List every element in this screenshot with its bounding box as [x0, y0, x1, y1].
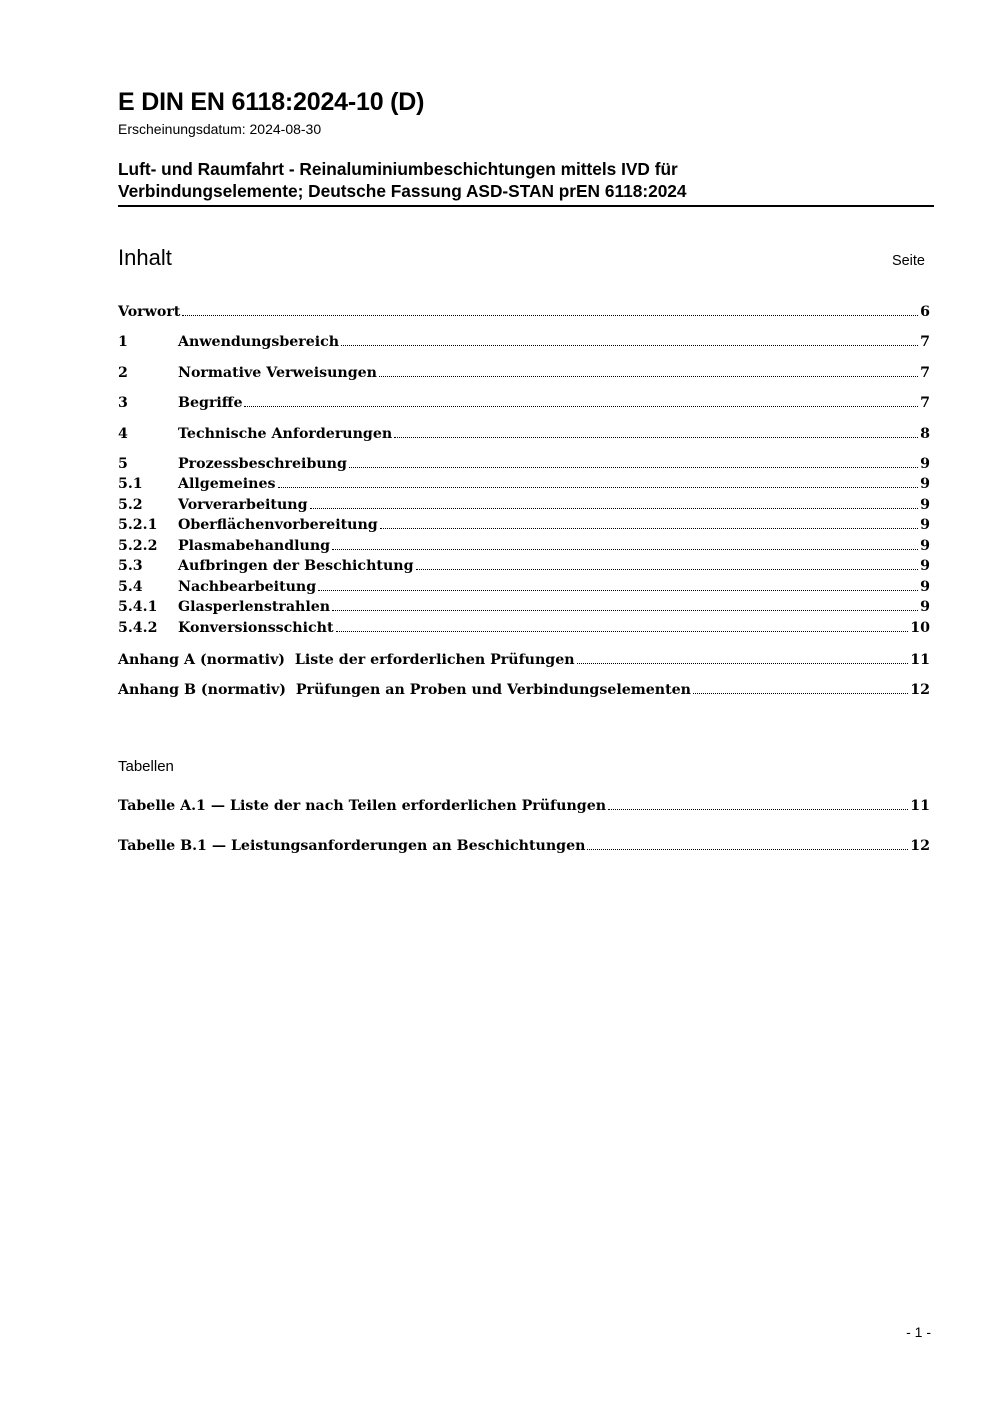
toc-leader-dots [577, 663, 909, 664]
toc-entry-label: Plasmabehandlung [178, 537, 331, 554]
toc-entry-page: 6 [920, 303, 930, 320]
document-title-line-2: Verbindungselemente; Deutsche Fassung ASD-STAN prEN 6118:2024 [118, 181, 687, 201]
toc-entry-number: 5.2.2 [118, 537, 158, 554]
toc-entry-label: Konversionsschicht [178, 619, 334, 636]
toc-leader-dots [341, 345, 918, 346]
toc-entry-page: 7 [920, 394, 930, 411]
toc-leader-dots [416, 569, 919, 570]
toc-entry-annex-b[interactable] [118, 677, 930, 698]
toc-entry-number: 5.1 [118, 476, 143, 492]
toc-entry-vorwort[interactable] [118, 299, 930, 320]
toc-leader-dots [182, 315, 918, 316]
toc-entry-page: 9 [920, 558, 930, 574]
toc-entry-label: Vorwort [118, 303, 181, 320]
toc-entry-page: 9 [920, 496, 930, 513]
toc-entry-page: 7 [920, 364, 930, 381]
toc-entry-label: Aufbringen der Beschichtung [178, 558, 414, 574]
toc-entry-page: 11 [910, 651, 930, 668]
page-number: - 1 - [906, 1324, 931, 1340]
toc-leader-dots [608, 809, 908, 810]
document-title-line-1: Luft- und Raumfahrt - Reinaluminiumbeschichtungen mittels IVD für [118, 159, 678, 179]
toc-entry-5-4-2[interactable] [118, 615, 930, 636]
toc-group-annex-b [118, 677, 930, 698]
document-title [118, 158, 934, 207]
toc-leader-dots [394, 437, 918, 438]
toc-entry-5-4-1[interactable] [118, 595, 930, 616]
toc-entry-number: 5.3 [118, 558, 143, 574]
toc-group-section-5 [118, 451, 930, 636]
toc-entry-page: 9 [920, 455, 930, 472]
toc-leader-dots [332, 610, 918, 611]
toc-group-annex-a [118, 647, 930, 668]
toc-page-column-label: Seite [891, 253, 925, 269]
toc-entry-number: 5.2.1 [118, 517, 158, 533]
tables-entry-page: 11 [910, 797, 930, 814]
toc-entry-label: Anhang B (normativ) Prüfungen an Proben und Verbindungselementen [118, 681, 691, 698]
toc-entry-label: Allgemeines [178, 476, 276, 492]
toc-entry-page: 9 [920, 599, 930, 615]
document-code: E DIN EN 6118:2024-10 (D) [118, 88, 425, 116]
toc-entry-annex-a[interactable] [118, 647, 930, 668]
toc-leader-dots [332, 549, 918, 550]
toc-entry-page: 9 [920, 517, 930, 533]
toc-entry-number: 2 [118, 364, 128, 381]
toc-entry-page: 12 [910, 681, 930, 698]
toc-entry-2[interactable] [118, 360, 930, 381]
toc-entry-number: 5.2 [118, 496, 143, 513]
toc-entry-number: 1 [118, 333, 128, 350]
toc-group-table-a1 [118, 793, 930, 814]
toc-entry-label: Anhang A (normativ) Liste der erforderlichen Prüfungen [118, 651, 575, 668]
toc-leader-dots [693, 693, 908, 694]
toc-leader-dots [380, 528, 918, 529]
toc-group-table-b1 [118, 833, 930, 854]
toc-entry-5-2[interactable] [118, 492, 930, 513]
toc-entry-5-3[interactable] [118, 554, 930, 575]
toc-entry-page: 10 [910, 619, 930, 636]
tables-entry-label: Tabelle B.1 — Leistungsanforderungen an Beschichtungen [118, 837, 586, 854]
toc-leader-dots [349, 467, 918, 468]
tables-heading: Tabellen [118, 758, 174, 775]
toc-entry-1[interactable] [118, 329, 930, 350]
toc-entry-number: 5.4.1 [118, 599, 158, 615]
toc-entry-label: Prozessbeschreibung [178, 455, 347, 472]
toc-entry-5-1[interactable] [118, 472, 930, 493]
toc-heading: Inhalt [118, 245, 172, 270]
toc-entry-5-4[interactable] [118, 574, 930, 595]
toc-entry-label: Nachbearbeitung [178, 578, 317, 595]
tables-entry-label: Tabelle A.1 — Liste der nach Teilen erforderlichen Prüfungen [118, 797, 607, 814]
toc-entry-page: 9 [920, 476, 930, 492]
toc-entry-label: Anwendungsbereich [178, 333, 340, 350]
toc-entry-number: 5.4.2 [118, 619, 158, 636]
toc-entry-label: Vorverarbeitung [178, 496, 308, 513]
toc-leader-dots [244, 406, 918, 407]
toc-entry-number: 5 [118, 455, 128, 472]
publication-date: Erscheinungsdatum: 2024-08-30 [118, 121, 322, 137]
toc-entry-number: 3 [118, 394, 128, 411]
toc-entry-label: Normative Verweisungen [178, 364, 377, 381]
toc-entry-5[interactable] [118, 451, 930, 472]
toc-entry-5-2-2[interactable] [118, 533, 930, 554]
toc-group-section-4 [118, 421, 930, 442]
toc-group-section-1 [118, 329, 930, 350]
toc-entry-page: 8 [920, 425, 930, 442]
tables-entry-b1[interactable] [118, 833, 930, 854]
toc-leader-dots [278, 487, 919, 488]
toc-entry-label: Begriffe [178, 394, 243, 411]
toc-entry-page: 9 [920, 537, 930, 554]
toc-group-section-2 [118, 360, 930, 381]
toc-leader-dots [310, 508, 919, 509]
toc-group-preface [118, 299, 930, 320]
toc-entry-page: 9 [920, 578, 930, 595]
toc-leader-dots [318, 590, 918, 591]
toc-leader-dots [379, 376, 918, 377]
toc-entry-label: Technische Anforderungen [178, 425, 393, 442]
toc-entry-3[interactable] [118, 390, 930, 411]
toc-entry-5-2-1[interactable] [118, 513, 930, 534]
toc-entry-page: 7 [920, 333, 930, 350]
toc-entry-number: 5.4 [118, 578, 143, 595]
toc-entry-4[interactable] [118, 421, 930, 442]
toc-entry-label: Oberflächenvorbereitung [178, 517, 378, 533]
toc-entry-label: Glasperlenstrahlen [178, 599, 331, 615]
toc-leader-dots [336, 631, 909, 632]
tables-entry-page: 12 [910, 837, 930, 854]
toc-leader-dots [587, 849, 908, 850]
toc-group-section-3 [118, 390, 930, 411]
toc-entry-number: 4 [118, 425, 128, 442]
tables-entry-a1[interactable] [118, 793, 930, 814]
